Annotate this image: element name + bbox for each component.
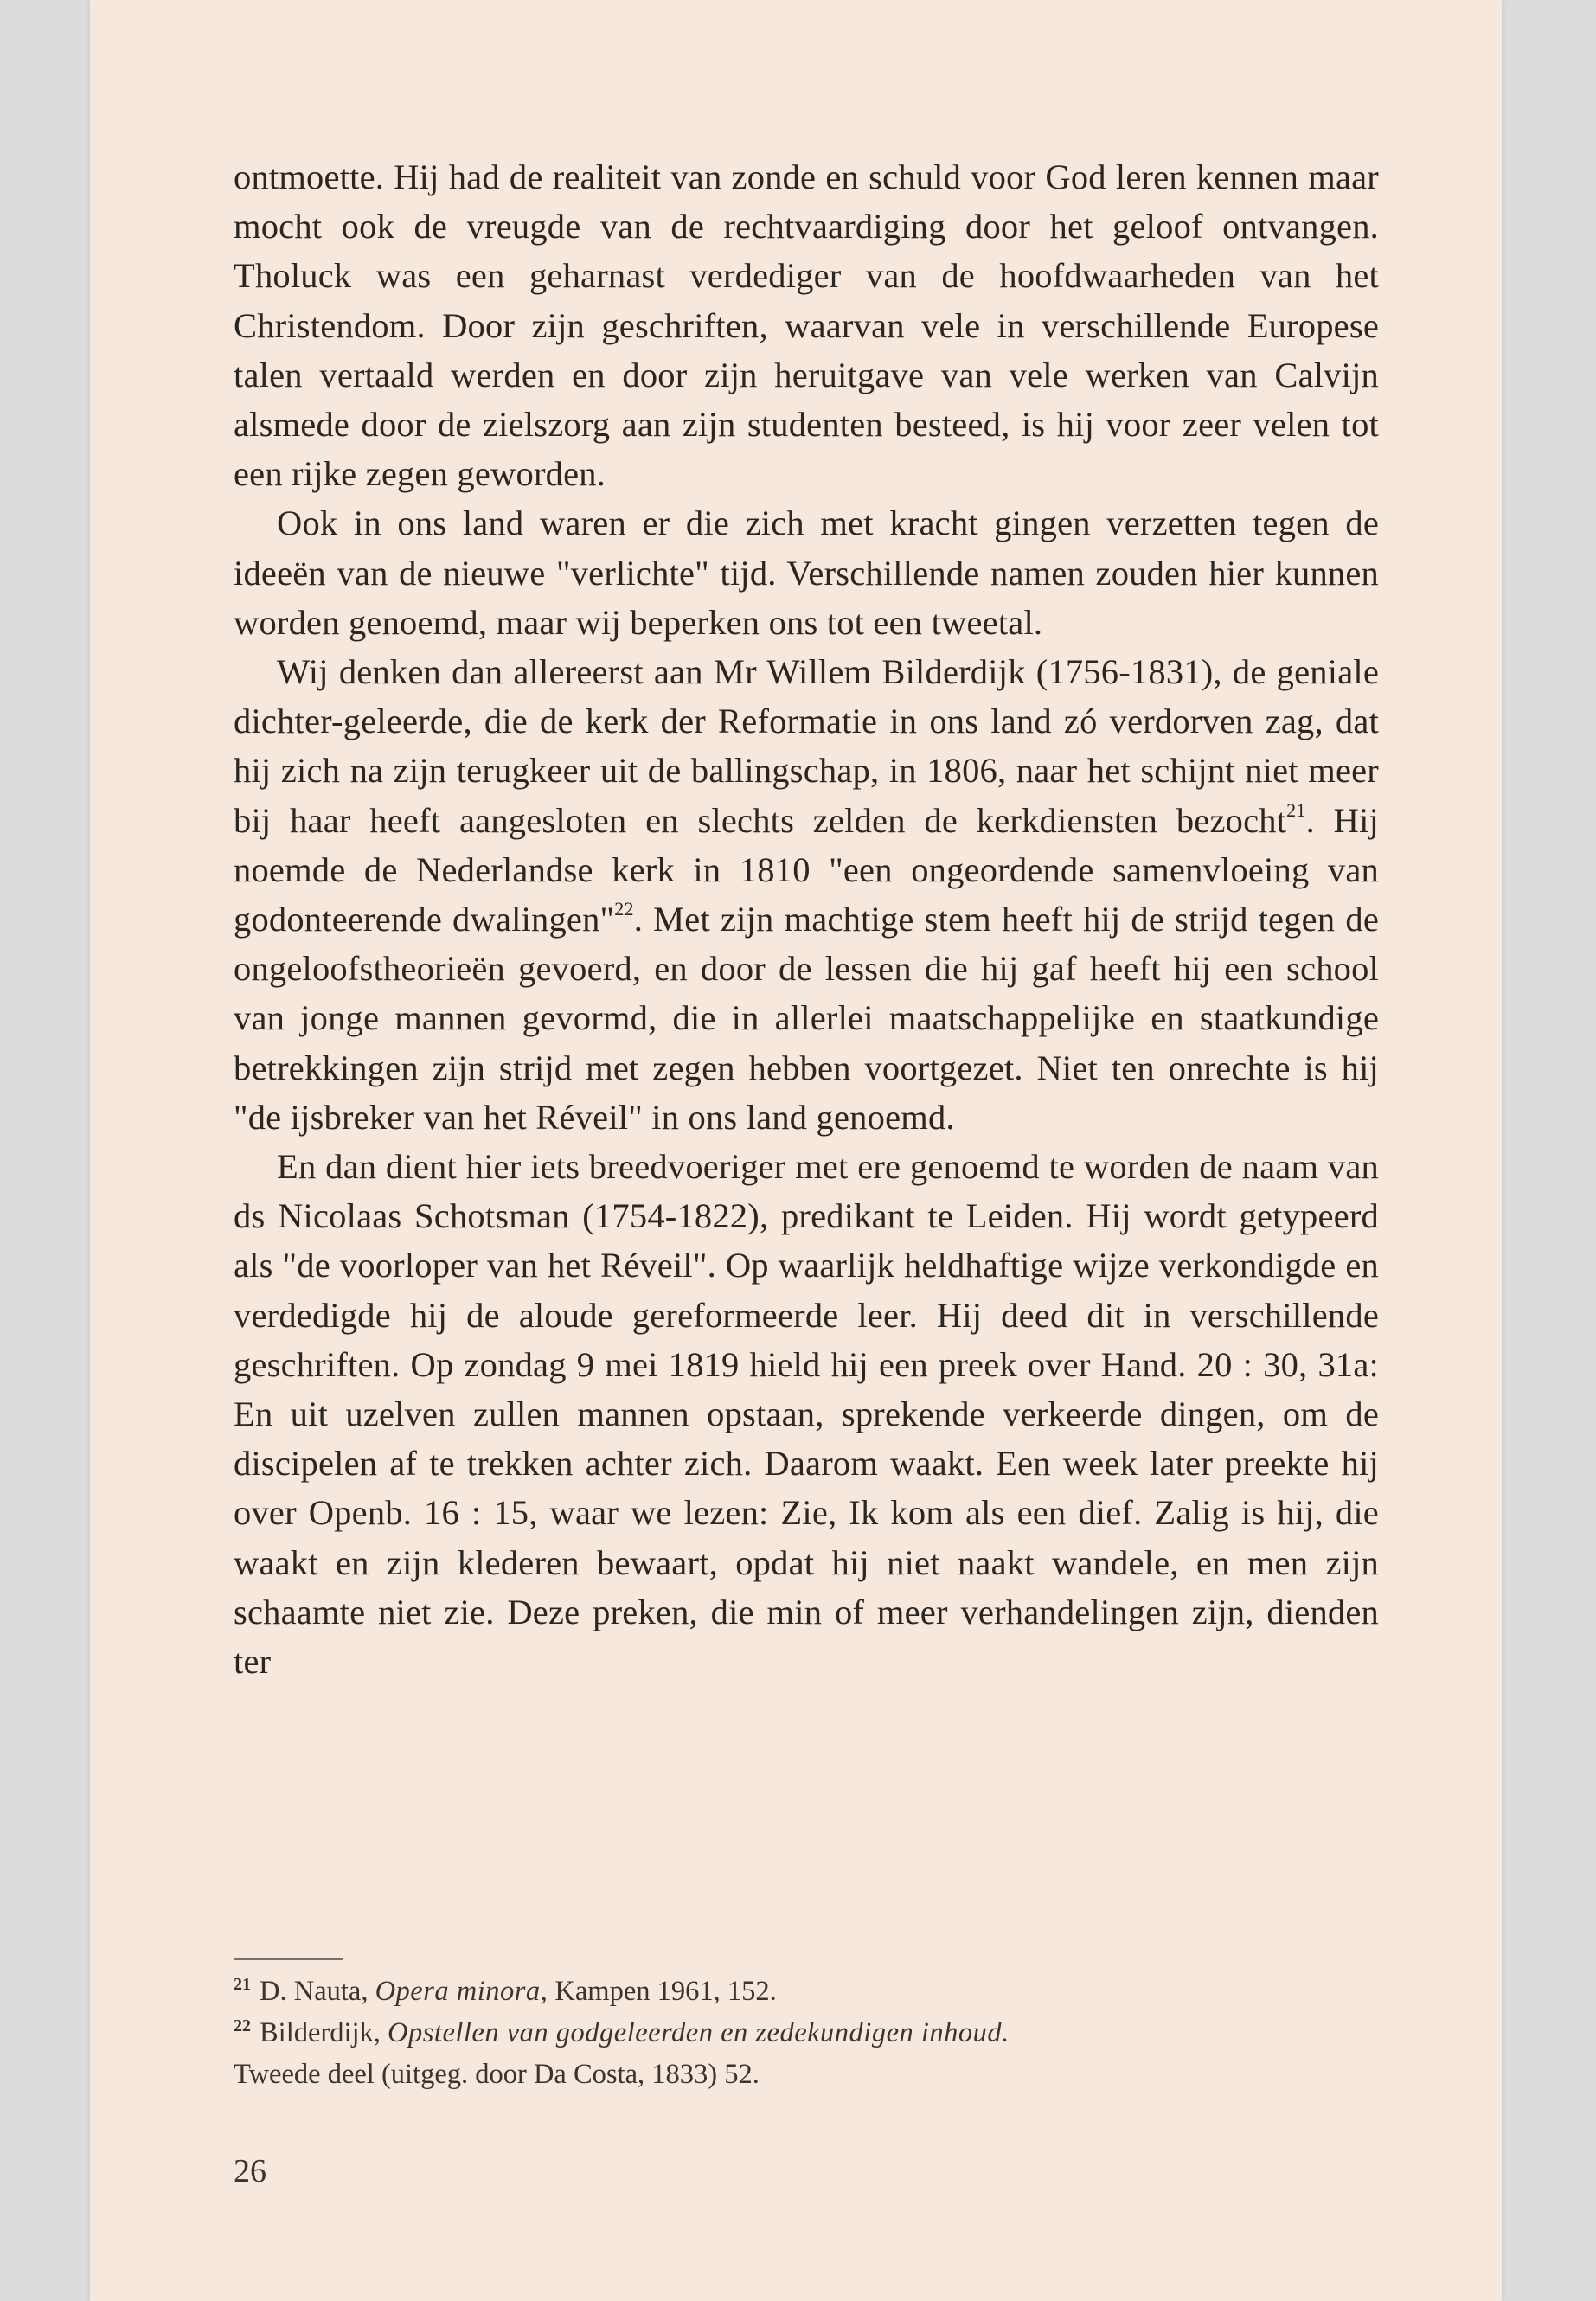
page-number: 26: [234, 2153, 266, 2189]
footnote-number: 22: [234, 2016, 251, 2035]
footnote-22: [234, 2012, 1379, 2054]
footnote-publication: Kampen 1961, 152.: [548, 1976, 777, 2007]
footnote-author: D. Nauta,: [260, 1976, 375, 2007]
paragraph-2: Ook in ons land waren er die zich met kracht gingen verzetten tegen de ideeën van de nieuwe "verlichte" tijd. Verschillende namen zouden hier kunnen worden genoemd, maar wij beperken ons tot een tweetal.: [234, 503, 1379, 642]
book-page: [90, 0, 1502, 2301]
body-text: [234, 152, 1379, 1686]
footnote-21: [234, 1971, 1379, 2012]
footnote-title: Opstellen van godgeleerden en zedekundigen inhoud.: [388, 2017, 1010, 2048]
footnote-author: Bilderdijk,: [260, 2017, 388, 2048]
paragraph-1: ontmoette. Hij had de realiteit van zonde en schuld voor God leren kennen maar mocht ook de vreugde van de rechtvaardiging door het geloof ontvangen. Tholuck was een geharnast verdediger van de hoofdwaarheden van het Christendom. Door zijn geschriften, waarvan vele in verschillende Europese talen vertaald werden en door zijn heruitgave van vele werken van Calvijn alsmede door de zielszorg aan zijn studenten besteed, is hij voor zeer velen tot een rijke zegen geworden.: [234, 157, 1379, 494]
paragraph-4: En dan dient hier iets breedvoeriger met ere genoemd te worden de naam van ds Nicolaas Schotsman (1754-1822), predikant te Leiden. Hij wordt getypeerd als "de voorloper van het Réveil". Op waarlijk heldhaftige wijze verkondigde en verdedigde hij de aloude gereformeerde leer. Hij deed dit in verschillende geschriften. Op zondag 9 mei 1819 hield hij een preek over Hand. 20 : 30, 31a: En uit uzelven zullen mannen opstaan, sprekende verkeerde dingen, om de discipelen af te trekken achter zich. Daarom waakt. Een week later preekte hij over Openb. 16 : 15, waar we lezen: Zie, Ik kom als een dief. Zalig is hij, die waakt en zijn klederen bewaart, opdat hij niet naakt wandele, en men zijn schaamte niet zie. Deze preken, die min of meer verhandelingen zijn, dienden ter: [234, 1147, 1379, 1682]
paragraph-3: [234, 647, 1379, 1142]
footnote-ref-22: 22: [614, 898, 634, 920]
footnote-divider: [234, 1958, 343, 1960]
footnote-title: Opera minora,: [375, 1976, 548, 2007]
paragraph-3-part-2: . Hij noemde de Nederlandse kerk in 1810 "een ongeordende samenvloeing van godonteerende dwalingen": [234, 800, 1379, 939]
paragraph-3-part-1: Wij denken dan allereerst aan Mr Willem Bilderdijk (1756-1831), de geniale dichter-geleerde, die de kerk der Reformatie in ons land zó verdorven zag, dat hij zich na zijn terugkeer uit de ballingschap, in 1806, naar het schijnt niet meer bij haar heeft aangesloten en slechts zelden de kerkdiensten bezocht: [234, 652, 1379, 840]
footnotes: [234, 1971, 1379, 2095]
footnote-number: 21: [234, 1975, 251, 1994]
footnote-22-continuation: Tweede deel (uitgeg. door Da Costa, 1833) 52.: [234, 2059, 760, 2090]
footnote-ref-21: 21: [1286, 798, 1306, 821]
paragraph-3-part-3: . Met zijn machtige stem heeft hij de strijd tegen de ongeloofstheorieën gevoerd, en door de lessen die hij gaf heeft hij een school van jonge mannen gevormd, die in allerlei maatschappelijke en staatkundige betrekkingen zijn strijd met zegen hebben voortgezet. Niet ten onrechte is hij "de ijsbreker van het Réveil" in ons land genoemd.: [234, 900, 1379, 1137]
